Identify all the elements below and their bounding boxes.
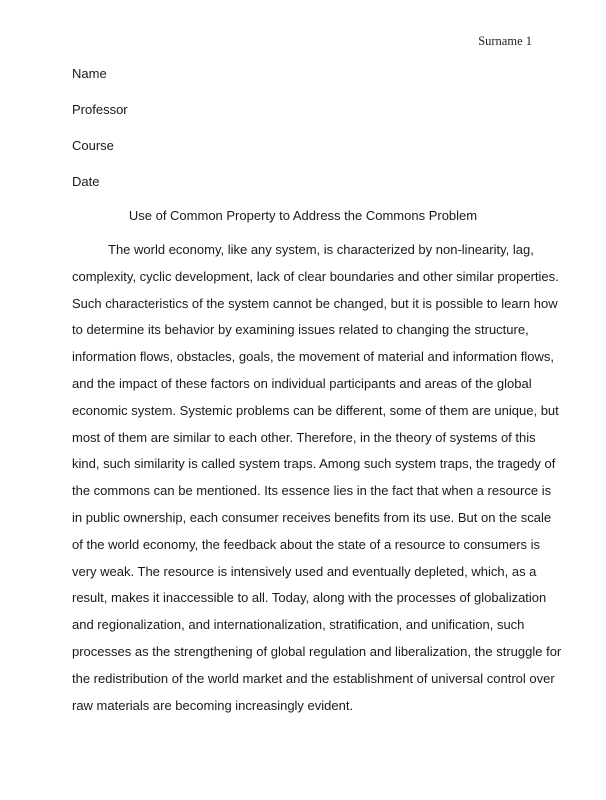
paragraph-line: very weak. The resource is intensively used and eventually depleted, which, as a [72, 563, 537, 579]
paragraph-line: The world economy, like any system, is characterized by non-linearity, lag, [108, 242, 534, 257]
paragraph-line: Such characteristics of the system cannot be changed, but it is possible to learn how [72, 295, 558, 311]
paragraph-line: processes as the strengthening of global regulation and liberalization, the struggle for [72, 643, 562, 659]
paragraph-line: kind, such similarity is called system traps. Among such system traps, the tragedy of [72, 456, 556, 472]
paragraph-line: result, makes it inaccessible to all. Today, along with the processes of globalization [72, 590, 547, 606]
date-line: Date [72, 174, 100, 189]
paragraph-line: and the impact of these factors on individual participants and areas of the global [72, 375, 532, 391]
essay-title: Use of Common Property to Address the Commons Problem [128, 208, 478, 223]
paragraph-line: complexity, cyclic development, lack of clear boundaries and other similar properties. [72, 268, 559, 284]
running-head: Surname 1 [478, 34, 532, 48]
paragraph-line: the redistribution of the world market and the establishment of universal control over [72, 670, 555, 686]
course-name: Course [72, 138, 114, 153]
paragraph-line: and regionalization, and internationalization, stratification, and unification, such [72, 617, 525, 633]
paragraph-line: of the world economy, the feedback about the state of a resource to consumers is [72, 536, 541, 552]
professor-name: Professor [72, 102, 128, 117]
paragraph-line: to determine its behavior by examining issues related to changing the structure, [72, 322, 529, 338]
paragraph-line: information flows, obstacles, goals, the movement of material and information flows, [72, 349, 554, 365]
paragraph-line: raw materials are becoming increasingly evident. [72, 697, 354, 713]
paragraph-line: economic system. Systemic problems can be different, some of them are unique, but [72, 402, 559, 418]
paragraph-line: in public ownership, each consumer receives benefits from its use. But on the scale [72, 509, 552, 525]
paragraph-line: the commons can be mentioned. Its essence lies in the fact that when a resource is [72, 483, 552, 499]
paragraph-line: most of them are similar to each other. Therefore, in the theory of systems of this [72, 429, 536, 445]
student-name: Name [72, 66, 107, 81]
body-paragraph [72, 237, 562, 719]
